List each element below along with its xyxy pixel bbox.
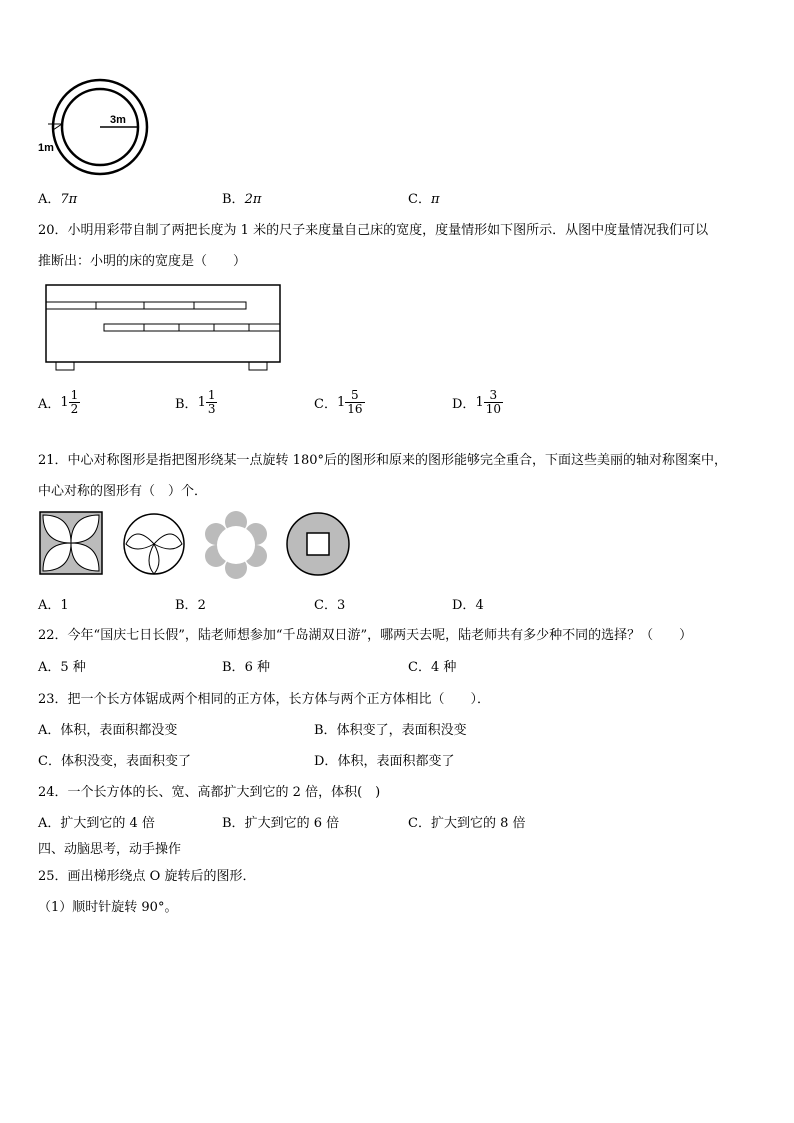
q23-option-a: A．体积，表面积都没变	[38, 723, 178, 738]
q23-option-c: C．体积没变，表面积变了	[38, 754, 191, 769]
q21-option-d: D．4	[452, 598, 484, 613]
q21-option-c: C．3	[314, 598, 346, 613]
three-leaf-circle-figure	[122, 512, 186, 576]
q24-option-a: A．扩大到它的 4 倍	[38, 816, 155, 831]
q19-option-b: B．2π	[222, 192, 262, 207]
q21-line1: 21．中心对称图形是指把图形绕某一点旋转 180°后的图形和原来的图形能够完全重合，下面这些美丽的轴对称图案中，	[38, 453, 727, 468]
flower-figure	[203, 512, 269, 578]
q19-option-c: C．π	[408, 192, 440, 207]
coin-figure	[285, 511, 351, 577]
ring-figure	[30, 78, 160, 178]
q24-option-b: B．扩大到它的 6 倍	[222, 816, 340, 831]
q20-option-c: C．1 $\frac{5}{16}$	[314, 388, 363, 416]
q24-option-c: C．扩大到它的 8 倍	[408, 816, 526, 831]
q21-line2: 中心对称的图形有（ ）个．	[38, 484, 208, 499]
q23-option-b: B．体积变了，表面积没变	[314, 723, 467, 738]
q25-line1: 25．画出梯形绕点 O 旋转后的图形．	[38, 869, 256, 884]
q20-line2: 推断出：小明的床的宽度是（ ）	[38, 254, 247, 269]
q25-sub1: （1）顺时针旋转 90°。	[38, 900, 178, 915]
ring-radius-label: 3m	[110, 114, 126, 126]
q19-option-a: A．7π	[38, 192, 78, 207]
q20-option-b: B．1 $\frac{1}{3}$	[175, 388, 216, 416]
four-petal-square-figure	[39, 511, 103, 575]
q24-line1: 24．一个长方体的长、宽、高都扩大到它的 2 倍，体积( )	[38, 785, 381, 800]
q21-option-a: A．1	[38, 598, 69, 613]
q23-line1: 23．把一个长方体锯成两个相同的正方体，长方体与两个正方体相比（ ）．	[38, 692, 491, 707]
q22-option-a: A．5 种	[38, 660, 86, 675]
q23-option-d: D．体积，表面积都变了	[314, 754, 455, 769]
q21-option-b: B．2	[175, 598, 206, 613]
section-heading: 四、动脑思考，动手操作	[38, 842, 182, 857]
q22-line1: 22．今年“国庆七日长假”，陆老师想参加“千岛湖双日游”，哪两天去呢，陆老师共有多少种不同的选择？（ ）	[38, 628, 693, 643]
q20-line1: 20．小明用彩带自制了两把长度为 1 米的尺子来度量自己床的宽度，度量情形如下图所示．从图中度量情况我们可以	[38, 223, 709, 238]
ring-width-label: 1m	[38, 142, 54, 154]
q22-option-c: C．4 种	[408, 660, 457, 675]
bed-figure	[44, 284, 284, 372]
q20-option-a: A．1 $\frac{1}{2}$	[38, 388, 79, 416]
q20-option-d: D．1 $\frac{3}{10}$	[452, 388, 501, 416]
q22-option-b: B．6 种	[222, 660, 270, 675]
